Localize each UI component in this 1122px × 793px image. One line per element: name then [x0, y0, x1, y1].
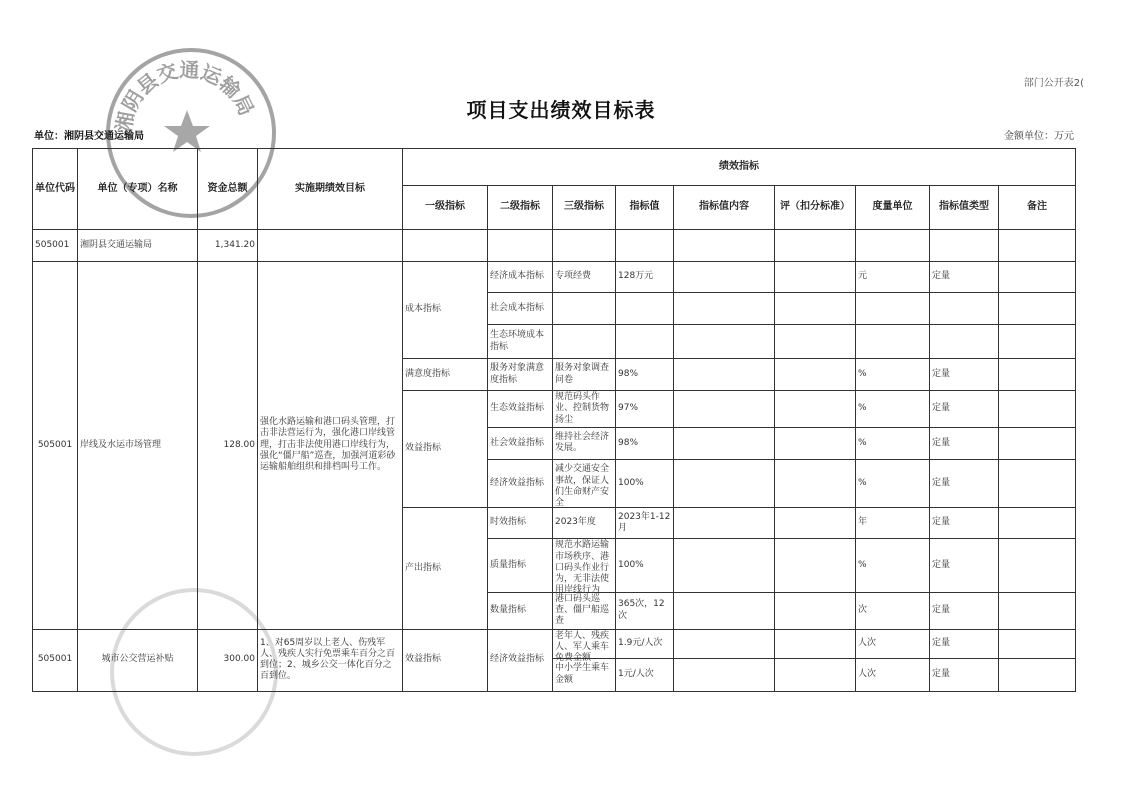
type-cell: 定量	[930, 629, 999, 658]
level3-cell: 中小学生乘车金额	[553, 658, 616, 691]
level1-cell: 效益指标	[403, 629, 488, 691]
level2-cell: 经济效益指标	[488, 459, 553, 507]
type-cell: 定量	[930, 427, 999, 459]
amount-unit-label: 金额单位：万元	[1004, 131, 1074, 142]
header-unit-code: 单位代码	[33, 149, 78, 230]
page-title: 项目支出绩效目标表	[466, 98, 656, 122]
level1-cell: 效益指标	[403, 391, 488, 508]
project2-code: 505001	[33, 629, 78, 691]
header-value-content: 指标值内容	[674, 186, 775, 230]
level1-cell: 成本指标	[403, 262, 488, 359]
unit-cell: %	[856, 359, 930, 391]
header-level2: 二级指标	[488, 186, 553, 230]
svg-text:湘阴县交通运输局: 湘阴县交通运输局	[113, 59, 257, 134]
type-cell: 定量	[930, 359, 999, 391]
type-cell: 定量	[930, 262, 999, 293]
level2-cell: 社会效益指标	[488, 427, 553, 459]
value-cell: 2023年1-12月	[616, 507, 674, 538]
unit-cell: 年	[856, 507, 930, 538]
header-level3: 三级指标	[553, 186, 616, 230]
header-score: 评（扣分标准）	[775, 186, 856, 230]
unit-cell: 人次	[856, 629, 930, 658]
type-cell: 定量	[930, 391, 999, 428]
summary-code: 505001	[33, 230, 78, 262]
value-cell: 98%	[616, 359, 674, 391]
value-cell: 98%	[616, 427, 674, 459]
value-cell: 100%	[616, 459, 674, 507]
header-remarks: 备注	[999, 186, 1076, 230]
level2-cell: 时效指标	[488, 507, 553, 538]
project2-name: 城市公交营运补贴	[78, 629, 198, 691]
level3-cell: 维持社会经济发展。	[553, 427, 616, 459]
level3-cell: 2023年度	[553, 507, 616, 538]
header-level1: 一级指标	[403, 186, 488, 230]
level2-cell: 数量指标	[488, 592, 553, 629]
header-total-funds: 资金总额	[198, 149, 258, 230]
level2-cell: 服务对象满意度指标	[488, 359, 553, 391]
type-cell: 定量	[930, 592, 999, 629]
level2-cell: 经济成本指标	[488, 262, 553, 293]
value-cell: 100%	[616, 538, 674, 592]
project1-name: 岸线及水运市场管理	[78, 262, 198, 630]
level2-cell: 质量指标	[488, 538, 553, 592]
unit-cell: %	[856, 391, 930, 428]
unit-cell: 人次	[856, 658, 930, 691]
summary-amount: 1,341.20	[198, 230, 258, 262]
level3-cell: 服务对象调查问卷	[553, 359, 616, 391]
header-goal: 实施期绩效目标	[258, 149, 403, 230]
level2-cell: 社会成本指标	[488, 293, 553, 325]
project2-goal: 1、对65周岁以上老人、伤残军人、残疾人实行免票乘车百分之百到位；2、城乡公交一体化百分之百到位。	[258, 629, 403, 691]
header-value: 指标值	[616, 186, 674, 230]
value-cell: 128万元	[616, 262, 674, 293]
value-cell: 1.9元/人次	[616, 629, 674, 658]
project1-goal: 强化水路运输和港口码头管理，打击非法营运行为，强化港口岸线管理，打击非法使用港口岸线行为，强化“僵尸船”巡查，加强河道彩砂运输船舶组织和排档叫号工作。	[258, 262, 403, 630]
unit-cell: 元	[856, 262, 930, 293]
value-cell: 365次，12次	[616, 592, 674, 629]
project2-amount: 300.00	[198, 629, 258, 691]
unit-label: 单位：湘阴县交通运输局	[34, 131, 144, 142]
type-cell: 定量	[930, 507, 999, 538]
header-value-type: 指标值类型	[930, 186, 999, 230]
level3-cell: 减少交通安全事故，保证人们生命财产安全	[555, 464, 610, 508]
unit-cell: %	[856, 427, 930, 459]
level3-cell: 专项经费	[553, 262, 616, 293]
type-cell: 定量	[930, 658, 999, 691]
level3-cell: 规范水路运输市场秩序、港口码头作业行为，无非法使用岸线行为	[555, 540, 610, 596]
type-cell: 定量	[930, 459, 999, 507]
project1-amount: 128.00	[198, 262, 258, 630]
unit-cell: 次	[856, 592, 930, 629]
level2-cell: 生态环境成本指标	[488, 325, 553, 359]
value-cell: 1元/人次	[616, 658, 674, 691]
form-number: 部门公开表2(	[1023, 78, 1084, 89]
header-indicators: 绩效指标	[403, 149, 1076, 186]
header-measure-unit: 度量单位	[856, 186, 930, 230]
unit-cell: %	[856, 538, 930, 592]
header-unit-name: 单位（专项）名称	[78, 149, 198, 230]
project1-code: 505001	[33, 262, 78, 630]
level2-cell: 生态效益指标	[488, 391, 553, 428]
table-row	[33, 262, 1076, 293]
table-row	[33, 629, 1076, 658]
table-row	[33, 230, 1076, 262]
unit-cell: %	[856, 459, 930, 507]
level3-cell: 港口码头巡查、僵尸船巡查	[555, 593, 610, 627]
summary-name: 湘阴县交通运输局	[78, 230, 198, 262]
type-cell: 定量	[930, 538, 999, 592]
level3-cell: 规范码头作业、控制货物扬尘	[555, 392, 610, 425]
level2-cell: 经济效益指标	[488, 629, 553, 691]
level1-cell: 产出指标	[403, 507, 488, 629]
level3-cell: 老年人、残疾人、军人乘车免费金额	[555, 630, 610, 663]
value-cell: 97%	[616, 391, 674, 428]
performance-target-table	[32, 148, 1076, 692]
level1-cell: 满意度指标	[403, 359, 488, 391]
